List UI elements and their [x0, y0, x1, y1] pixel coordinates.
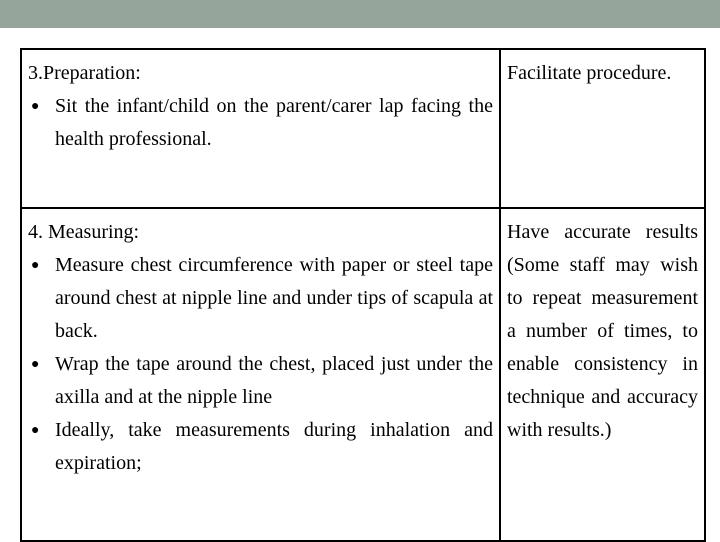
procedure-cell	[21, 208, 500, 541]
list-item	[28, 348, 493, 414]
header-bar	[0, 0, 720, 28]
bullet-text: Wrap the tape around the chest, placed just under the axilla and at the nipple line	[55, 353, 493, 408]
step-heading: 4. Measuring:	[28, 221, 140, 243]
rationale-text: Facilitate procedure.	[507, 62, 672, 84]
bullet-icon: ●	[31, 357, 40, 372]
procedure-table	[20, 48, 706, 542]
bullet-text: Sit the infant/child on the parent/carer lap facing the health professional.	[55, 95, 493, 150]
bullet-icon: ●	[31, 423, 40, 438]
procedure-cell	[21, 49, 500, 208]
table-row	[21, 208, 705, 541]
bullet-text: Ideally, take measurements during inhalation and expiration;	[55, 419, 493, 474]
rationale-cell	[500, 208, 705, 541]
list-item	[28, 414, 493, 480]
bullet-icon: ●	[31, 99, 40, 114]
list-item	[28, 249, 493, 348]
list-item	[28, 90, 493, 156]
rationale-text: Have accurate results (Some staff may wish to repeat measurement a number of times, to enable consistency in technique and accuracy with results.)	[507, 221, 698, 441]
table-row	[21, 49, 705, 208]
rationale-cell	[500, 49, 705, 208]
step-bullet-list	[28, 90, 493, 156]
bullet-text: Measure chest circumference with paper or steel tape around chest at nipple line and under tips of scapula at back.	[55, 254, 493, 342]
step-heading: 3.Preparation:	[28, 62, 141, 84]
step-bullet-list	[28, 249, 493, 480]
bullet-icon: ●	[31, 258, 40, 273]
